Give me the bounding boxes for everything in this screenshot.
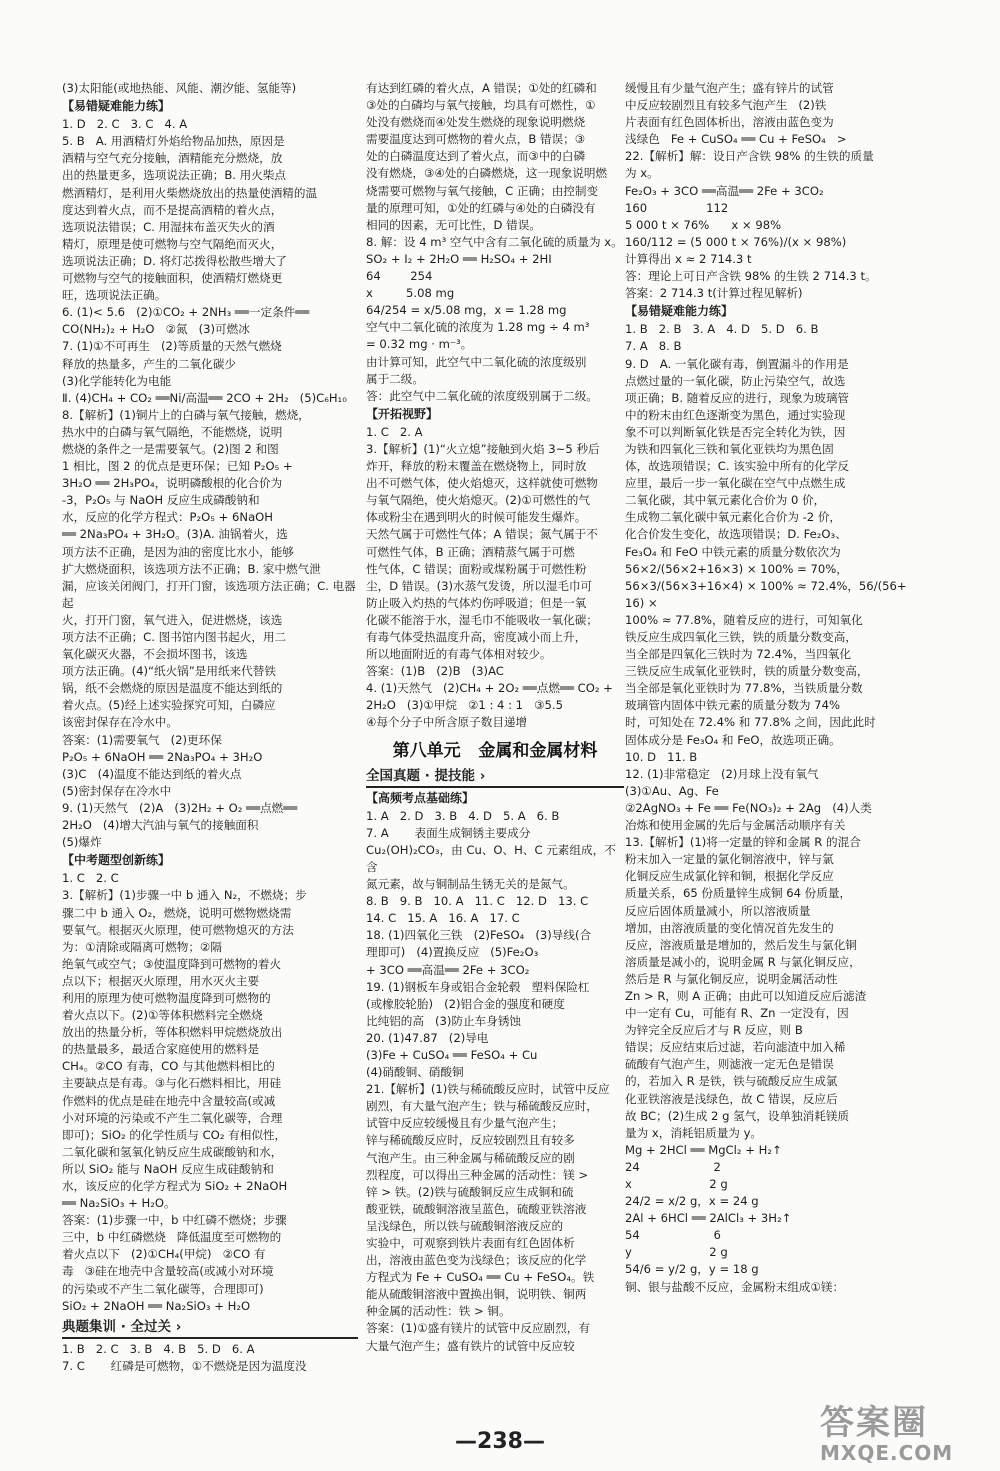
text-line: 漏，应该关闭阀门，打开门窗，该选项方法正确；C. 电器起 <box>62 578 356 610</box>
text-line: (3)C (4)温度不能达到纸的着火点 <box>62 766 242 781</box>
text-line: 着火点。(5)经上述实验探究可知，白磷应 <box>62 698 276 713</box>
text-line: 增加，由溶液质量的变化情况首先发生的 <box>625 920 834 935</box>
text-line: Fe₂O₃ + 3CO ══高温══ 2Fe + 3CO₂ <box>625 183 824 198</box>
text-line: 24/2 = x/2 g，x = 24 g <box>625 1194 759 1209</box>
text-line: 放出的热量分析，等体积燃料甲烷燃烧放出 <box>62 1025 283 1040</box>
text-line: ③处的白磷均与氧气接触，均具有可燃性，① <box>366 98 596 113</box>
text-line: 象不可以判断氧化铁是否完全转化为铁，因 <box>625 424 846 439</box>
text-line: 剧烈，有大量气泡产生；铁与稀硫酸反应时， <box>366 1099 598 1114</box>
text-line: 锅，纸不会燃烧的原因是温度不能达到纸的 <box>62 681 283 696</box>
text-line: x 5.08 mg <box>366 286 455 301</box>
text-line: 3H₂O ══ 2H₃PO₄，说明磷酸根的化合价为 <box>62 476 283 491</box>
text-line: 粉末加入一定量的氯化铜溶液中，锌与氯 <box>625 852 834 867</box>
text-line: 答案：(1)步骤一中，b 中红磷不燃烧；步骤 <box>62 1213 287 1228</box>
text-line: 量的原理可知，①处的红磷与④处的白磷没有 <box>366 200 596 215</box>
text-line: 扩大燃烧面积，该选项方法不正确；B. 家中燃气泄 <box>62 561 321 576</box>
text-line: 答案：(1)B (2)B (3)AC <box>366 664 504 679</box>
text-line: 需要温度达到可燃物的着火点，B 错误；③ <box>366 132 586 147</box>
text-line: 种金属的活动性：铁 > 铜。 <box>366 1304 511 1319</box>
text-line: (3)①Au、Ag、Fe <box>625 783 719 798</box>
text-line: 当全部是四氧化三铁时为 72.4%，当四氧化 <box>625 647 852 662</box>
text-line: 20. (1)47.87 (2)导电 <box>366 1030 489 1045</box>
text-line: 生成物二氧化碳中氧元素化合价为 -2 价， <box>625 510 842 525</box>
text-line: 13.【解析】(1)将一定量的锌和金属 R 的混合 <box>625 835 861 850</box>
text-line: 火，打开门窗，氧气进入，促进燃烧，该选 <box>62 612 283 627</box>
text-line: 4. (1)天然气 (2)CH₄ + 2O₂ ══点燃══ CO₂ + <box>366 681 613 696</box>
text-line: 酒精与空气充分接触，酒精能充分燃烧，放 <box>62 151 283 166</box>
text-line: 量为 x，消耗铝质量为 y。 <box>625 1125 763 1140</box>
answer-column-left <box>62 80 358 1375</box>
text-line: 化碳不能溶于水，湿毛巾不能吸收一氧化碳； <box>366 612 598 627</box>
text-line: 方程式为 Fe + CuSO₄ ══ Cu + FeSO₄。铁 <box>366 1270 595 1285</box>
text-line: 性气体，C 错误；面粉或煤粉属于可燃性粉 <box>366 561 587 576</box>
text-line: 与氧气隔绝，使火焰熄灭。(2)①可燃性的气 <box>366 493 590 508</box>
section-heading: 【开拓视野】 <box>366 406 439 421</box>
text-line: 中一定有 Cu，可能有 R、Zn 一定没有，因 <box>625 1006 849 1021</box>
text-line: Mg + 2HCl ══ MgCl₂ + H₂↑ <box>625 1142 782 1157</box>
text-line: 7. A 8. B <box>625 339 682 354</box>
text-line: 9. D A. 一氧化碳有毒，倒置漏斗的作用是 <box>625 356 849 371</box>
text-line: CO(NH₂)₂ + H₂O ②氮 (3)可燃冰 <box>62 322 250 337</box>
text-line: SO₂ + I₂ + 2H₂O ══ H₂SO₄ + 2HI <box>366 251 552 266</box>
text-line: ②2AgNO₃ + Fe ══ Fe(NO₃)₂ + 2Ag (4)人类 <box>625 800 872 815</box>
text-line: 该密封保存在冷水中。 <box>62 715 178 730</box>
text-line: P₂O₅ + 6NaOH ══ 2Na₃PO₄ + 3H₂O <box>62 749 263 764</box>
unit-title: 第八单元 金属和金属材料 <box>392 740 598 761</box>
text-line: 热水中的白磷与氧气隔绝，不能燃烧，说明 <box>62 424 283 439</box>
text-line: 铜、银与盐酸不反应，金属粉末组成①镁： <box>625 1279 845 1294</box>
text-line: 计算得出 x ≈ 2 714.3 t <box>625 251 752 266</box>
text-line: Zn > R，则 A 正确；由此可以知道反应后滤渣 <box>625 988 867 1003</box>
text-line: 理即可) (4)置换反应 (5)Fe₂O₃ <box>366 945 539 960</box>
text-line: 的热量最多，最适合家庭使用的燃料是 <box>62 1042 260 1057</box>
text-line: 烧需要可燃物与氧气接触，C 正确；由控制变 <box>366 183 599 198</box>
text-line: 中反应较剧烈且有较多气泡产生 (2)铁 <box>625 98 827 113</box>
text-line: x 2 g <box>625 1177 728 1191</box>
text-line: 答案：(1)①盛有镁片的试管中反应剧烈，有 <box>366 1321 590 1336</box>
text-line: 着火点以下 (2)①CH₄(甲烷) ②CO 有 <box>62 1247 266 1262</box>
text-line: 12. (1)非常稳定 (2)月球上没有氧气 <box>625 766 819 781</box>
text-line: Ⅱ. (4)CH₄ + CO₂ ══Ni/高温══ 2CO + 2H₂ (5)C₆H₁₀ <box>62 390 347 405</box>
text-line: 选项说法正确；D. 将灯芯拨得松散些增大了 <box>62 253 287 268</box>
text-line: (5)密封保存在冷水中 <box>62 783 172 798</box>
text-line: 体或粉尘在遇到明火的时候可能发生爆炸。 <box>366 510 587 525</box>
text-line: 7. (1)①不可再生 (2)等质量的天然气燃烧 <box>62 339 282 354</box>
text-line: 56×3/(56×3+16×4) × 100% ≈ 72.4%，56/(56+16) × <box>625 578 907 610</box>
text-line: 24 2 <box>625 1159 721 1174</box>
text-line: 锌与稀硫酸反应时，反应较剧烈且有较多 <box>366 1133 575 1148</box>
text-line: 点燃过量的一氧化碳，防止污染空气，故选 <box>625 373 846 388</box>
text-line: 属于二级。 <box>366 371 424 386</box>
answer-column-middle <box>366 80 624 1355</box>
text-line: 烈程度，可以得出三种金属的活动性：镁 > <box>366 1167 589 1182</box>
text-line: 尘，D 错误。(3)水蒸气发烫，所以湿毛巾可 <box>366 578 593 593</box>
text-line: 骤二中 b 通入 O₂，燃烧，说明可燃物燃烧需 <box>62 905 292 920</box>
text-line: 出不可燃气体，使火焰熄灭，这样就使可燃物 <box>366 476 598 491</box>
text-line: 8.【解析】(1)铜片上的白磷与氧气接触，燃烧， <box>62 407 310 422</box>
text-line: 18. (1)四氧化三铁 (2)FeSO₄ (3)导线(合 <box>366 928 592 943</box>
text-line: 可燃物与空气的接触面积，使酒精灯燃烧更 <box>62 271 283 286</box>
text-line: 的污染或不产生二氧化碳等，合理即可) <box>62 1281 264 1296</box>
section-heading: 【易错疑难能力练】 <box>625 304 734 319</box>
text-line: 2H₂O (4)增大汽油与氧气的接触面积 <box>62 818 259 833</box>
watermark-text: 答案圈 <box>820 1403 928 1443</box>
text-line: 1 相比，图 2 的优点是更环保；已知 P₂O₅ + <box>62 459 293 474</box>
text-line: 硫酸有气泡产生，则滤液一定无色是错误 <box>625 1057 834 1072</box>
text-line: (或橡胶轮胎) (2)铝合金的强度和硬度 <box>366 996 565 1011</box>
text-line: ══ 2Na₃PO₄ + 3H₂O。(3)A. 油锅着火，选 <box>62 527 288 542</box>
text-line: 质量关系，65 份质量锌生成铜 64 份质量， <box>625 886 852 901</box>
text-line: 三中，b 中红磷燃烧 降低温度至可燃物的 <box>62 1230 282 1245</box>
text-line: 项方法正确。(4)“纸火锅”是用纸来代替铁 <box>62 664 276 679</box>
text-line: 7. A 表面生成铜锈主要成分 <box>366 825 531 840</box>
text-line: 为：①清除或隔离可燃物；②隔 <box>62 939 222 954</box>
text-line: 14. C 15. A 16. A 17. C <box>366 911 520 926</box>
section-heading: 【中考题型创新练】 <box>62 853 171 868</box>
text-line: 160 112 <box>625 200 729 215</box>
text-line: 空气中二氧化硫的浓度为 1.28 mg ÷ 4 m³ <box>366 320 590 335</box>
text-line: 冶炼和使用金属的先后与金属活动顺序有关 <box>625 818 846 833</box>
text-line: 160/112 = (5 000 t × 76%)/(x × 98%) <box>625 234 847 249</box>
text-line: 作燃料的优点是硅在地壳中含量较高(或减 <box>62 1093 276 1108</box>
text-line: 1. C 2. C <box>62 871 119 886</box>
text-line: 出，溶液由蓝色变为浅绿色；该反应的化学 <box>366 1253 587 1268</box>
text-line: 2Al + 6HCl ══ 2AlCl₃ + 3H₂↑ <box>625 1211 792 1226</box>
text-line: 1. C 2. A <box>366 424 423 439</box>
text-line: ④每个分子中所含原子数目递增 <box>366 715 528 730</box>
text-line: 64 254 <box>366 269 433 284</box>
text-line: 浅绿色 Fe + CuSO₄ ══ Cu + FeSO₄ > <box>625 132 847 147</box>
text-line: 毒 ③硅在地壳中含量较高(或减小对环境 <box>62 1264 274 1279</box>
text-line: 能从硫酸铜溶液中置换出铜，说明铁、铜两 <box>366 1287 587 1302</box>
text-line: 项正确；B. 随着反应的进行，现象为玻璃管 <box>625 390 850 405</box>
watermark <box>820 1404 990 1466</box>
text-line: 答：理论上可日产含铁 98% 的生铁 2 714.3 t。 <box>625 269 877 284</box>
text-line: 片表面有红色固体析出，溶液由蓝色变为 <box>625 115 834 130</box>
text-line: 答：此空气中二氧化硫的浓度级别属于二级。 <box>366 388 598 403</box>
text-line: 燃酒精灯，是利用火柴燃烧放出的热量使酒精的温 <box>62 185 318 200</box>
text-line: 为锌完全反应后才与 R 反应，则 B <box>625 1023 803 1038</box>
text-line: 应里，最后一步一氧化碳在空气中点燃生成 <box>625 476 846 491</box>
text-line: 化合价发生变化，故选项错误；D. Fe₂O₃、 <box>625 527 847 542</box>
text-line: 10. D 11. B <box>625 749 698 764</box>
text-line: 主要缺点是有毒。③与化石燃料相比，用硅 <box>62 1076 282 1091</box>
text-line: 54/6 = y/2 g，y = 18 g <box>625 1262 759 1277</box>
text-line: 化铜反应生成氯化锌和铜，根据化学反应 <box>625 869 834 884</box>
text-line: 精灯，原理是使可燃物与空气隔绝而灭火， <box>62 236 283 251</box>
text-line: 然后是 R 与氯化铜反应，说明金属活动性 <box>625 971 838 986</box>
text-line: 有毒气体受热温度升高，密度减小而上升， <box>366 630 587 644</box>
text-line: 酸亚铁，硫酸铜溶液呈蓝色，硫酸亚铁溶液 <box>366 1201 587 1216</box>
text-line: 反应，溶液质量是增加的，然后发生与氯化铜 <box>625 937 857 952</box>
text-line: 没有燃烧，③④处的白磷燃烧，这一现象说明燃 <box>366 166 608 181</box>
text-line: 100% ≈ 77.8%，随着反应的进行，可知氧化 <box>625 612 863 627</box>
section-band-heading: 典题集训 · 全过关 › <box>62 1317 358 1339</box>
text-line: 6. (1)< 5.6 (2)①CO₂ + 2NH₃ ══一定条件══ <box>62 305 310 320</box>
answer-column-right <box>625 80 908 1296</box>
text-line: 为 x。 <box>625 166 659 181</box>
text-line: 着火点以下。(2)①等体积燃料完全燃烧 <box>62 1008 263 1023</box>
text-line: Cu₂(OH)₂CO₃，由 Cu、O、H、C 元素组成，不含 <box>366 842 616 874</box>
text-line: 呈浅绿色，所以铁与硫酸铜溶液反应的 <box>366 1218 564 1233</box>
text-line: 炸开，释放的粉末覆盖在燃烧物上，同时放 <box>366 459 587 474</box>
section-heading: 【易错疑难能力练】 <box>62 99 171 114</box>
text-line: 7. C 红磷是可燃物，①不燃烧是因为温度没 <box>62 1358 307 1373</box>
text-line: 1. A 2. D 3. B 4. D 5. A 6. B <box>366 808 560 823</box>
text-line: 为铁和四氧化三铁和氧化亚铁均为黑色固 <box>625 441 834 456</box>
text-line: 1. B 2. C 3. B 4. B 5. D 6. A <box>62 1341 255 1356</box>
text-line: 答案：(1)需要氧气 (2)更环保 <box>62 732 222 747</box>
text-line: 56×2/(56×2+16×3) × 100% = 70%， <box>625 561 848 576</box>
text-line: 1. D 2. C 3. C 4. A <box>62 117 188 132</box>
text-line: 反应后固体质量减小，所以溶液质量 <box>625 903 811 918</box>
text-line: 选项说法错误；C. 用湿抹布盖灭失火的酒 <box>62 219 275 234</box>
text-line: 水，反应的化学方程式：P₂O₅ + 6NaOH <box>62 510 274 525</box>
text-line: 气泡产生。由三种金属与稀硫酸反应的剧 <box>366 1150 575 1165</box>
text-line: 旺，选项说法正确。 <box>62 288 167 303</box>
text-line: 铁反应生成四氧化三铁，铁的质量分数变高， <box>625 630 857 644</box>
text-line: = 0.32 mg · m⁻³。 <box>366 337 473 352</box>
text-line: CH₄。②CO 有毒，CO 与其他燃料相比的 <box>62 1059 275 1074</box>
text-line: 中的粉末由红色逐渐变为黑色，通过实验现 <box>625 407 846 422</box>
text-line: 天然气属于可燃性气体；A 错误；氮气属于不 <box>366 527 598 542</box>
text-line: SiO₂ + 2NaOH ══ Na₂SiO₃ + H₂O <box>62 1298 251 1313</box>
text-line: (3)化学能转化为电能 <box>62 373 172 388</box>
text-line: 19. (1)钢板车身或铝合金轮毂 塑料保险杠 <box>366 979 590 994</box>
text-line: 可燃性气体，B 正确；酒精蒸气属于可燃 <box>366 544 575 559</box>
text-line: 2H₂O (3)①甲烷 ②1 : 4 : 1 ③5.5 <box>366 698 563 713</box>
text-line: 时，可知处在 72.4% 和 77.8% 之间，因此此时 <box>625 715 876 730</box>
text-line: 9. (1)天然气 (2)A (3)2H₂ + O₂ ══点燃══ <box>62 800 298 815</box>
text-line: 出的热量更多，选项说法正确；B. 用火柴点 <box>62 168 287 183</box>
text-line: 试管中反应较缓慢且有少量气泡产生； <box>366 1116 564 1131</box>
section-heading: 【高频考点基础练】 <box>366 790 475 805</box>
text-line: 处没有燃烧而④处发生燃烧的现象说明燃烧 <box>366 115 586 130</box>
text-line: 化亚铁溶液是浅绿色，故 C 错误，反应后 <box>625 1091 838 1106</box>
text-line: 缓慢且有少量气泡产生；盛有锌片的试管 <box>625 81 834 95</box>
text-line: 当全部是氧化亚铁时为 77.8%，当铁质量分数 <box>625 681 863 696</box>
text-line: 氮元素，故与铜制品生锈无关的是氮气。 <box>366 877 575 892</box>
text-line: 要氧气。根据灭火原理，使可燃物熄灭的方法 <box>62 922 294 937</box>
text-line: 比纯铝的高 (3)防止车身锈蚀 <box>366 1013 522 1028</box>
text-line: 固体成分是 Fe₃O₄ 和 FeO，故选项正确。 <box>625 732 841 747</box>
text-line: 3.【解析】(1)“火立熄”接触到火焰 3~5 秒后 <box>366 441 600 456</box>
text-line: 锌 > 铁。(2)铁与硫酸铜反应生成铜和硫 <box>366 1184 574 1199</box>
text-line: 释放的热量多，产生的二氧化碳少 <box>62 356 236 371</box>
text-line: 1. B 2. B 3. A 4. D 5. D 6. B <box>625 322 819 337</box>
text-line: 绝氧气或空气；③使温度降到可燃物的着火 <box>62 956 282 971</box>
text-line: -3，P₂O₅ 与 NaOH 反应生成磷酸钠和 <box>62 493 260 508</box>
text-line: 相同的因素，无可比性，D 错误。 <box>366 217 541 232</box>
text-line: 项方法不正确；C. 图书馆内图书起火，用二 <box>62 630 287 644</box>
text-line: 21.【解析】(1)铁与稀硫酸反应时，试管中反应 <box>366 1082 610 1097</box>
section-band-heading: 全国真题 · 提技能 › <box>366 766 624 788</box>
text-line: + 3CO ══高温══ 2Fe + 3CO₂ <box>366 962 530 977</box>
text-line: 64/254 = x/5.08 mg，x = 1.28 mg <box>366 303 567 318</box>
text-line: ══ Na₂SiO₃ + H₂O。 <box>62 1196 176 1211</box>
text-line: 处的白磷温度达到了着火点，而③中的白磷 <box>366 149 586 164</box>
text-line: y 2 g <box>625 1245 728 1260</box>
text-line: 溶质量是减小的，说明金属 R 与氯化铜反应， <box>625 954 861 969</box>
text-line: 燃烧的条件之一是需要氧气。(2)图 2 和图 <box>62 441 279 456</box>
text-line: 由计算可知，此空气中二氧化硫的浓度级别 <box>366 354 587 369</box>
text-line: 利用的原理为使可燃物温度降到可燃物的 <box>62 990 271 1005</box>
text-line: 防止吸入灼热的气体灼伤呼吸道；但是一氧 <box>366 595 587 610</box>
text-line: (3)Fe + CuSO₄ ══ FeSO₄ + Cu <box>366 1047 538 1062</box>
text-line: 5. B A. 用酒精灯外焰给物品加热，原因是 <box>62 134 285 149</box>
text-line: 小对环境的污染或不产生二氧化碳等，合理 <box>62 1110 283 1125</box>
text-line: (5)爆炸 <box>62 835 102 850</box>
text-line: 答案：2 714.3 t(计算过程见解析) <box>625 286 803 301</box>
text-line: 错误；反应结束后过滤，若向滤渣中加入稀 <box>625 1040 846 1055</box>
text-line: 故 BC；(2)生成 2 g 氢气，设单独消耗镁质 <box>625 1108 850 1123</box>
text-line: 水，该反应的化学方程式为 SiO₂ + 2NaOH <box>62 1179 288 1193</box>
text-line: 54 6 <box>625 1228 721 1243</box>
text-line: 实验中，可观察到铁片表面有红色固体析 <box>366 1236 575 1250</box>
text-line: 点以下；根据灭火原理，用水灭火主要 <box>62 973 260 988</box>
watermark-url: MXQE.COM <box>820 1441 954 1465</box>
text-line: 有达到红磷的着火点，A 错误；①处的红磷和 <box>366 81 597 95</box>
page-number: —238— <box>455 1429 545 1454</box>
text-line: (4)硝酸铜、硝酸铜 <box>366 1065 464 1080</box>
text-line: 大量气泡产生；盛有铁片的试管中反应较 <box>366 1338 575 1353</box>
text-line: 体，故选项错误；C. 该实验中所有的化学反 <box>625 459 850 474</box>
text-line: 所以 SiO₂ 能与 NaOH 反应生成硅酸钠和 <box>62 1161 274 1176</box>
text-line: 的，若加入 R 是铁，铁与硫酸反应生成氯 <box>625 1074 838 1089</box>
text-line: 二氧化碳和氢氧化钠反应生成碳酸钠和水， <box>62 1144 283 1159</box>
text-line: 22.【解析】解：设日产含铁 98% 的生铁的质量 <box>625 149 874 164</box>
text-line: 三铁反应生成氧化亚铁时，铁的质量分数变高， <box>625 664 869 679</box>
text-line: 度达到着火点，而不是提高酒精的着火点， <box>62 202 283 217</box>
text-line: 3.【解析】(1)步骤一中 b 通入 N₂，不燃烧；步 <box>62 888 307 903</box>
text-line: 项方法不正确，是因为油的密度比水小，能够 <box>62 544 294 559</box>
text-line: 即可)；SiO₂ 的化学性质与 CO₂ 有相似性， <box>62 1127 287 1142</box>
text-line: Fe₃O₄ 和 FeO 中铁元素的质量分数依次为 <box>625 544 841 559</box>
text-line: 5 000 t × 76% x × 98% <box>625 217 782 232</box>
text-line: 玻璃管内固体中铁元素的质量分数为 74% <box>625 698 840 713</box>
text-line: 氧化碳灭火器，不会损坏图书，该选 <box>62 647 248 662</box>
text-line: 二氧化碳，其中氧元素化合价为 0 价， <box>625 493 826 508</box>
text-line: 8. B 9. B 10. A 11. C 12. D 13. C <box>366 894 589 909</box>
text-line: 所以地面附近的有毒气体相对较少。 <box>366 647 552 662</box>
text-line: (3)太阳能(或地热能、风能、潮汐能、氢能等) <box>62 81 297 95</box>
text-line: 8. 解：设 4 m³ 空气中含有二氧化硫的质量为 x。 <box>366 234 623 249</box>
